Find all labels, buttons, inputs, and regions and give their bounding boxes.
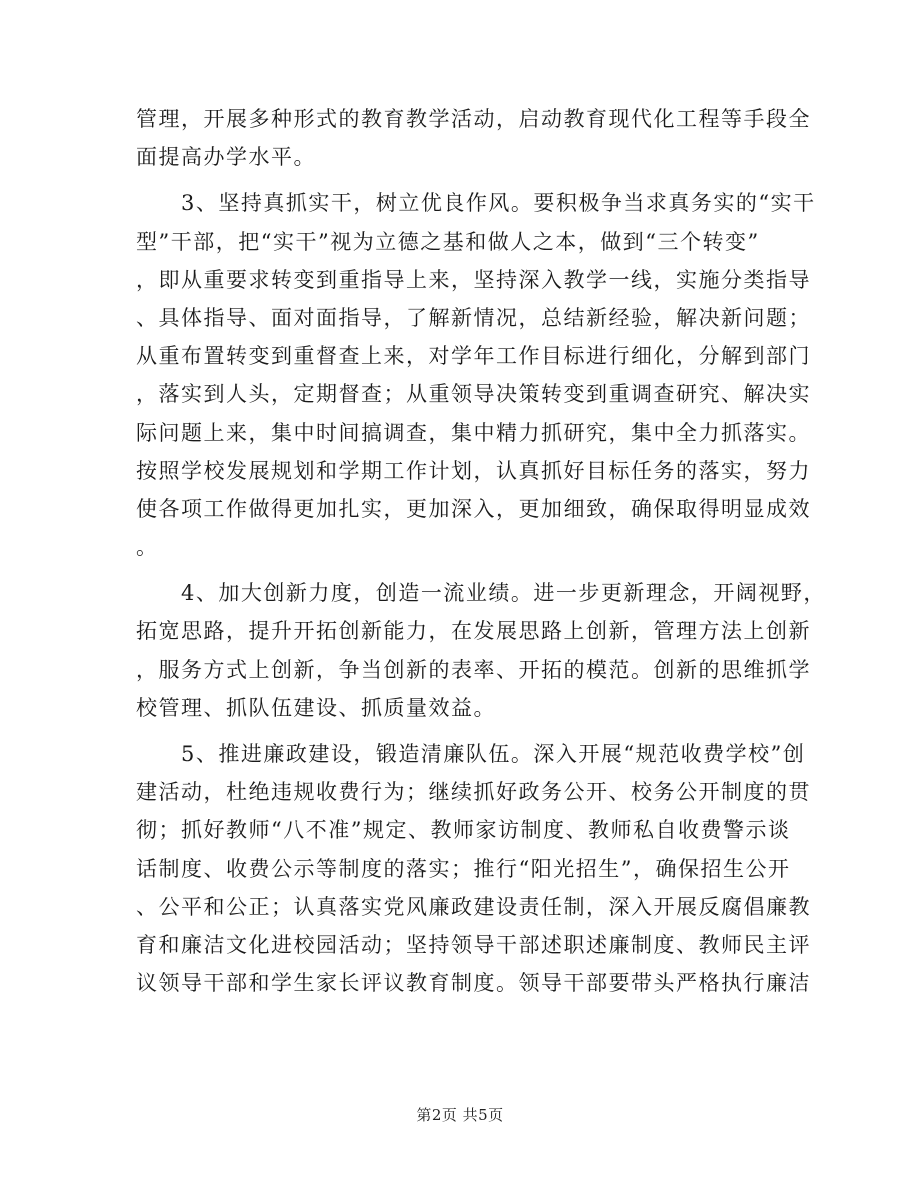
text-line: 3、坚持真抓实干，树立优良作风。要积极争当求真务实的“实干 bbox=[136, 191, 816, 216]
text-line: 建活动，杜绝违规收费行为；继续抓好政务公开、校务公开制度的贯 bbox=[136, 780, 811, 805]
text-line: 、公平和公正；认真落实党风廉政建设责任制，深入开展反腐倡廉教 bbox=[136, 894, 811, 919]
text-line: ，落实到人头，定期督查；从重领导决策转变到重调查研究、解决实 bbox=[136, 382, 811, 407]
text-line: 面提高办学水平。 bbox=[136, 145, 316, 170]
text-line: 彻；抓好教师“八不准”规定、教师家访制度、教师私自收费警示谈 bbox=[136, 818, 791, 843]
paragraph-3 bbox=[136, 574, 826, 727]
text-line: ，服务方式上创新，争当创新的表率、开拓的模范。创新的思维抓学 bbox=[136, 657, 811, 682]
text-line: 。 bbox=[136, 535, 159, 560]
paragraph-4 bbox=[136, 735, 811, 1002]
text-line: 际问题上来，集中时间搞调查，集中精力抓研究，集中全力抓落实。 bbox=[136, 420, 811, 445]
document-body bbox=[136, 100, 826, 1002]
text-line: 按照学校发展规划和学期工作计划，认真抓好目标任务的落实，努力 bbox=[136, 458, 811, 483]
text-line: 管理，开展多种形式的教育教学活动，启动教育现代化工程等手段全 bbox=[136, 107, 811, 131]
text-line: 从重布置转变到重督查上来，对学年工作目标进行细化，分解到部门 bbox=[136, 344, 811, 369]
text-line: 议领导干部和学生家长评议教育制度。领导干部要带头严格执行廉洁 bbox=[136, 971, 811, 996]
text-line: 拓宽思路，提升开拓创新能力，在发展思路上创新，管理方法上创新 bbox=[136, 619, 811, 644]
text-line: 型”干部，把“实干”视为立德之基和做人之本，做到“三个转变” bbox=[136, 229, 760, 254]
text-line: 育和廉洁文化进校园活动；坚持领导干部述职述廉制度、教师民主评 bbox=[136, 932, 811, 957]
text-line: 5、推进廉政建设，锻造清廉队伍。深入开展“规范收费学校”创 bbox=[136, 742, 806, 766]
text-line: 使各项工作做得更加扎实，更加深入，更加细致，确保取得明显成效 bbox=[136, 496, 811, 521]
page-number-footer: 第2页 共5页 bbox=[416, 1106, 504, 1124]
text-line: 、具体指导、面对面指导，了解新情况，总结新经验，解决新问题； bbox=[136, 305, 811, 330]
text-line: 话制度、收费公示等制度的落实；推行“阳光招生”，确保招生公开 bbox=[136, 856, 791, 881]
text-line: 校管理、抓队伍建设、抓质量效益。 bbox=[136, 695, 496, 720]
text-line: ，即从重要求转变到重指导上来，坚持深入教学一线，实施分类指导 bbox=[136, 267, 811, 292]
paragraph-2 bbox=[136, 184, 816, 566]
paragraph-1 bbox=[136, 100, 811, 176]
text-line: 4、加大创新力度，创造一流业绩。进一步更新理念，开阔视野， bbox=[136, 581, 826, 606]
